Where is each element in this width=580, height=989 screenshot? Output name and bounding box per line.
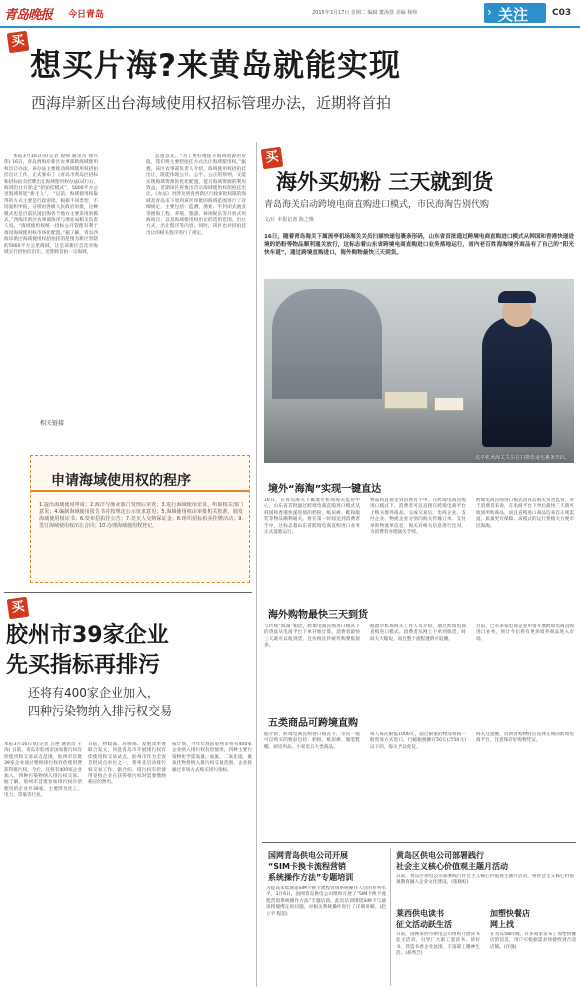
story-stamp: 买 (7, 31, 30, 54)
story2-col2: 物品将直接送到消费者手中。在跨境电商直购进口模式下，消费者可以直接在跨境电商平台上购买境外商品，完成交易后，电商企业、支付企业、物流企业分别向海关传输订单、支付单和物流单信息，海关对相关信息进行比对，为消费者办理通关手续。 (370, 498, 466, 536)
brief4-body: 在青岛58同城，许多商家发布了加塑快餐店的信息，用户可根据需求快捷找到合适店铺。(许强) (490, 932, 576, 950)
story2-col3: 跨境电商直购进口模式由青岛海关负责监管，对于消费者来说，在电商平台下单后最快三天就可收到所购商品，而且直购进口商品均来自正规渠道，质量更有保障。该模式的运行将极大方便市民海淘。 (476, 498, 574, 529)
page-number: C03 (552, 8, 572, 18)
story3-col3: 按计划，今年年底前胶州市将有400家企业纳入排污权有偿使用，四种主要污染物化学需氧量、氨氮、二氧化硫、氮氧化物将纳入排污权交易范围。企业将通过市场方式购买排污指标。 (172, 742, 252, 773)
brief3-body: 日前，国网莱西市供电公司组织开展读书征文活动，引导广大职工爱读书、读好书，营造书香企业氛围，丰富职工精神生活。(郝秀芝) (396, 932, 480, 957)
story2-subhead-3: 五类商品可跨境直购 (268, 718, 358, 729)
brief2-title (396, 850, 576, 872)
section-tag (484, 3, 546, 23)
story2-col6: 目前，已有多家电商企业申请开展跨境电商直购进口业务，预计今后将有更多境外商品进入市场。 (476, 624, 574, 642)
story-stamp: 买 (261, 147, 284, 170)
story2-lead: 16日，随着青岛海关下属流亭机场海关关员扫描快递包裹条形码，山东省首批通过跨境电商直购进口模式从韩国和香港快递进境的奶粉等物品顺利通关放行，这标志着山东省跨境电商直购进口业务落地运行，省内老百姓海淘境外商品有了自己的“阳光快车道”，通过跨境直购进口，海外购物最快三天到货。 (264, 234, 574, 256)
issue-date: 2015年3月17日 星期二 编辑 董海荔 美编 杨帅 (312, 10, 418, 16)
section-divider (4, 592, 252, 593)
brief1-body: 为提高采集通道SIM卡换卡流程营销系统操作人员的业务水平，3月6日，国网青岛供电公司组织开展了“SIM卡换卡流程营销系统操作方法”专题培训。此次培训围绕SIM卡与通讯终端绑定的问题，对相关系统操作进行了详细讲解。(赵立平 程超) (266, 886, 386, 917)
photo-package (384, 391, 428, 409)
story2-subhead-2: 海外购物最快三天到货 (268, 610, 368, 621)
section-name: 今日青岛 (68, 10, 105, 20)
story2-byline: 文/片 本报记者 陈之焕 (264, 217, 314, 223)
brief1-title-line3: 系统操作方法”专题培训 (268, 873, 354, 882)
masthead (0, 0, 580, 26)
story3-subhead-1: 还将有400家企业加入， (28, 686, 159, 700)
story3-col1: 本报3月16日讯(记者 吕艳 通讯员 王涛) 日前，青岛市胶州市国家排污权有偿使用和交易试点范围，胶州市首批39家企业通过缴纳排污权有偿使用费获得排污权，今后，还将有400家企业加入，四种污染物纳入排污权交易。据了解，胶州市首批参加排污权有偿使用的企业共39家，主要涉及化工、电力、印染等行业。 (4, 742, 82, 799)
story2-col1: 16日，在青岛海关下属流亭机场海关监管中心，山东省首批通过跨境电商直购进口模式从韩国和香港快递进境的奶粉、纸尿裤、鞋和服装等物品顺利通关。将在第一时间送到消费者手中，这标志着山东省跨境电商直购进口业务正式落地运行。 (264, 498, 360, 536)
brief4-title (490, 908, 576, 930)
brief3-title-line2: 征文活动跃生活 (396, 920, 452, 929)
section-tag-label: 关注 (498, 6, 529, 24)
brief2-title-line1: 黄岛区供电公司部署践行 (396, 851, 484, 860)
column-divider (256, 142, 257, 987)
brief2-title-line2: 社会主义核心价值观主题月活动 (396, 862, 508, 871)
customs-photo (264, 279, 574, 463)
brief1-title (268, 850, 388, 883)
chevron-right-icon: › (487, 5, 492, 19)
story1-column-2 (146, 154, 246, 412)
story1-subhead: 西海岸新区出台海域使用权招标管理办法，近期将首拍 (31, 94, 392, 112)
story2-col9: 海关还提醒，消费者购物时应选择正规的跨境电商平台，注意保存好购物凭证。 (476, 732, 574, 744)
brief1-title-line2: “SIM卡换卡流程营销 (268, 862, 346, 871)
story3-subhead-2: 四种污染物纳入排污权交易 (28, 704, 173, 718)
story1-headline: 想买片海?来黄岛就能实现 (30, 48, 401, 84)
related-box-body: 1.提出海域使用申请；2.海洋与渔业部门受理后审查；3.进行海域使用论证，听取相关部门意见；4.编制海域使用报告书并按规定公示征求意见；5.海域使用权由审批机关批准，颁发海域使用权证书；6.发布招拍挂公告；7.竞买人交纳保证金；8.组织招标拍卖挂牌活动；9.签订海域使用权出让合同；10.办理海域使用权登记。 (39, 502, 243, 529)
story1-column-1 (4, 154, 98, 412)
story3-headline-2: 先买指标再排污 (6, 653, 161, 678)
masthead-divider (0, 26, 580, 28)
story-stamp: 买 (7, 597, 30, 620)
photo-caption: 流亭机场海关关员在扫描快递包裹条形码。 (474, 455, 570, 461)
brief3-title (396, 908, 482, 930)
brief3-title-line1: 莱西供电读书 (396, 909, 444, 918)
briefs-divider (262, 842, 576, 843)
story2-col7: 据介绍，跨境电商直购进口模式下，市民一般可以购买的物品包括：奶粉、纸尿裤、服装鞋帽、厨房用品、小家电五大类商品。 (264, 732, 360, 750)
related-box (30, 455, 250, 583)
photo-package (434, 397, 464, 411)
story1-column-mid (100, 154, 144, 412)
briefs-column-divider (390, 848, 391, 986)
brief4-title-line2: 网上找 (490, 920, 514, 929)
story1-col1-text: 本报3月16日讯(记者 殷师 通讯员 徐兴伟) 16日，青岛西海岸新区农事部新海域使用权出让办法，该办法主要推动海域使用权招拍挂出让工作，正式颁布了《青岛市黄岛区招标和招标拍卖挂牌出让海域使用权办法(试行)》，海域出让开始走“招拍挂模式”，5000平方公里海域将迎“新主人”。 “以前，海域使用权取得的方式主要是行政审批，根据不同类型，不同面积申报，分别由各级人民政府审批，这种模式也是目前民国沿海各个地方主要采用的模式。”西海岸新区农事部海洋与渔业局相关负责人说。“海域使用权统一招标公开管理有利于推进海域使用权市场化配置。”据了解，青岛西海岸新区海域使用权招拍挂的范围为新区管辖的5000平方公里海域，这是该新区首次对海域实行招拍挂出让，近期将首拍一宗海域。 (4, 154, 98, 256)
story2-subhead-1: 境外“海淘”实现一键直达 (268, 484, 382, 495)
story2-headline: 海外买奶粉 三天就到货 (276, 170, 494, 194)
brief4-title-line1: 加塑快餐店 (490, 909, 530, 918)
related-box-title: 申请海域使用权的程序 (51, 473, 191, 489)
story3-headline-1: 胶州市39家企业 (6, 623, 169, 648)
story3-col2: 日前，财政部、环保部、发展改革委联合发文，同意青岛市开展排污权有偿使用和交易试点，胶州市作为全省首批试点单位之一，将率先启动排污权交易工作。据介绍，排污权有偿使用是指企业在获得排污权时需要缴纳相应的费用。 (88, 742, 166, 786)
photo-officer (482, 317, 552, 447)
photo-background-people (272, 289, 382, 409)
newspaper-logo: 青岛晚报 (4, 8, 53, 23)
photo-officer-cap (498, 291, 536, 303)
story1-col2-text: 造遗忽先。“为了更好地提升海域资源的价值，我们将主要招拍挂方式出让海域使用权。”据悉，该区农事部负责人介绍，海域使用权招拍挂出让，既能体现公开、公平、公正的原则，又能实现海域资源的优化配置，提升海域资源的利用效益，近期该区将推出首宗海域使用权招拍挂出让。《办法》对涉及到青西新区行政审批权限的海域及青岛市下放到该区审批的海域范围进行了详细规定，主要包括：监测、渔业、半封闭式渔业等围海工程、养殖、旅游、休闲娱乐等开放式用海项目；以及海域使用权出让的适用范围、出让方式、出让程序等内容。同时，该区也对招拍挂出让的相关程序进行了规定。 (146, 154, 246, 236)
story2-subhead: 青岛海关启动跨境电商直购进口模式，市民海淘告别代购 (264, 200, 490, 210)
story2-col5: 据流亭机场海关工作人员介绍，通过跨境电商直购进口模式，消费者从网上下单到收货，时间大大缩短，而且整个流程透明可追溯。 (370, 624, 466, 642)
story2-col8: 每人每次限值1000元，超过限值的物品将按一般贸易方式进口。行邮税税额在50元(含50元)以下的，海关予以免征。 (370, 732, 466, 750)
brief1-title-line1: 国网青岛供电公司开展 (268, 851, 348, 860)
story2-col4: 与传统“海淘”相比，跨境电商直购进口模式下的货品从电商平台下单开始计算，消费者最快三天就可以收到货，且价格比传统代购要低很多。 (264, 624, 360, 649)
brief2-body: 日前，黄岛区供电公司部署践行社会主义核心价值观主题月活动，将社会主义核心价值观教育融入企业文化建设。(张晓虹) (396, 874, 574, 886)
related-links-label: 相关链接 (40, 420, 65, 427)
